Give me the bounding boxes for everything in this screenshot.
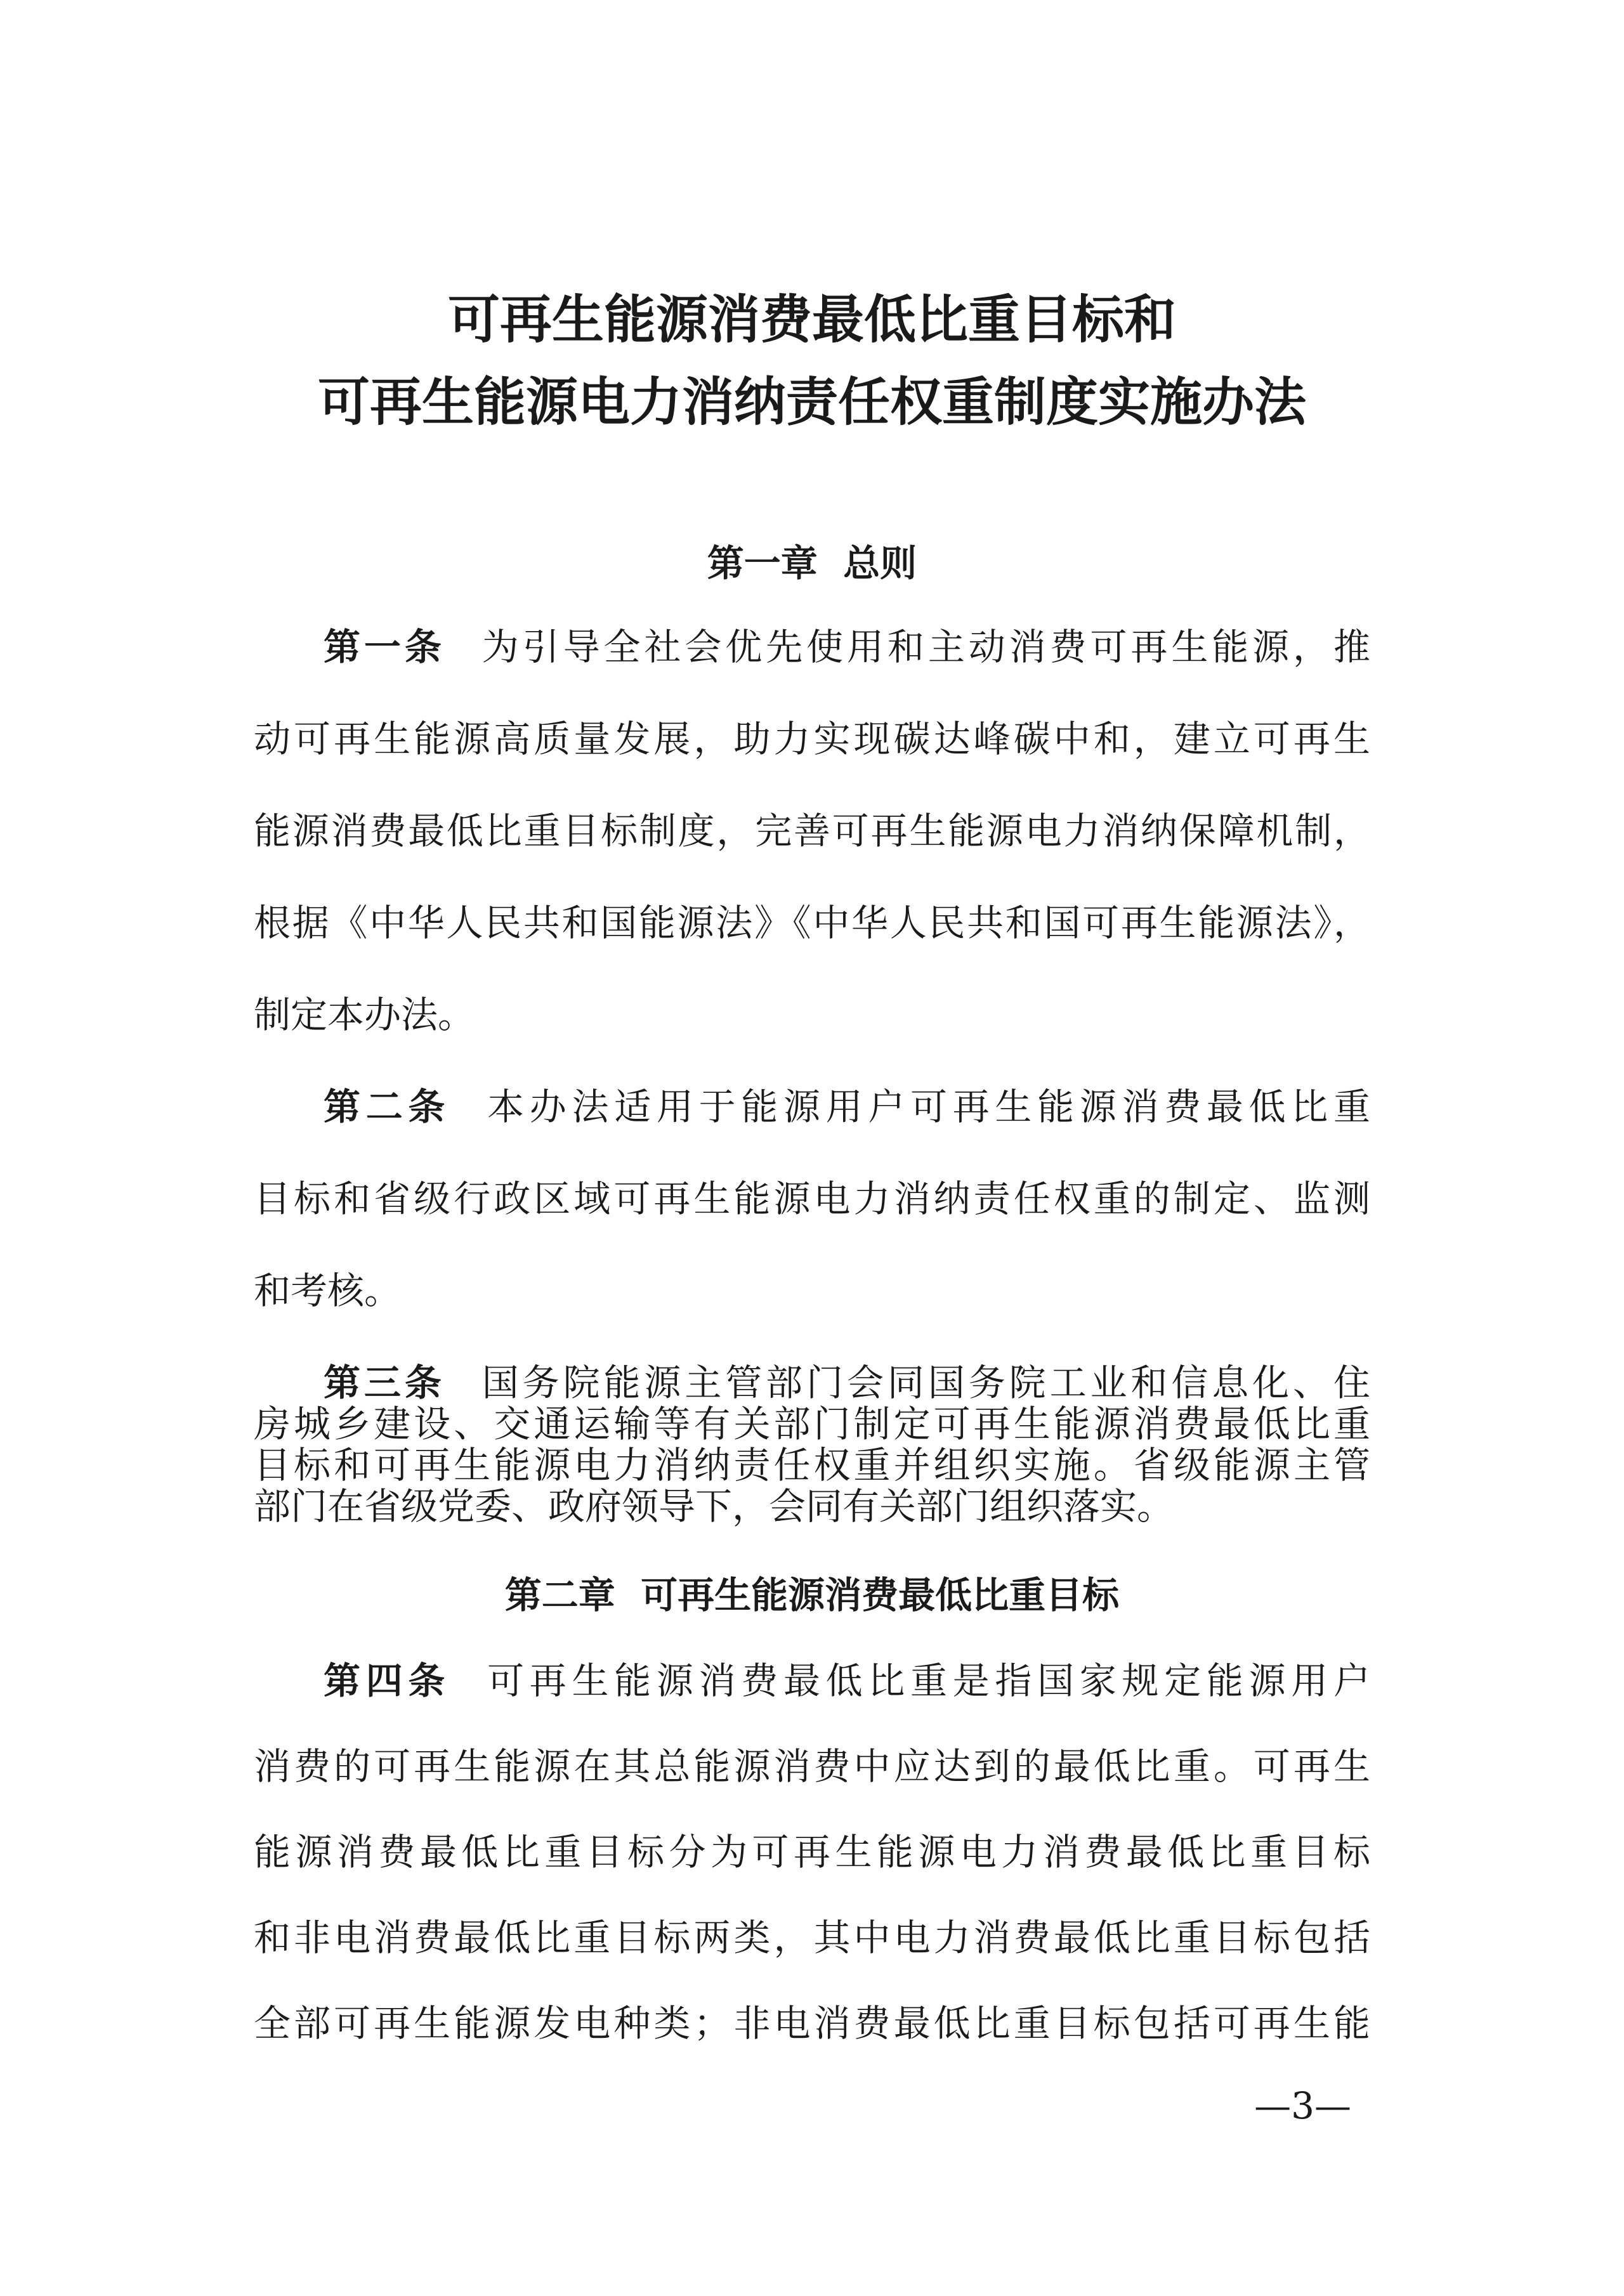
article-text: 和考核。 xyxy=(254,1269,402,1312)
chapter-heading: 第二章 可再生能源消费最低比重目标 xyxy=(504,1574,1120,1617)
article-text: 为引导全社会优先使用和主动消费可再生能源，推 xyxy=(481,625,1370,669)
article-text: 动可再生能源高质量发展，助力实现碳达峰碳中和，建立可再生 xyxy=(254,717,1370,760)
document-title-line-1: 可再生能源消费最低比重目标和 xyxy=(447,290,1176,350)
article-label: 第二条 xyxy=(324,1085,451,1128)
article-text: 部门在省级党委、政府领导下，会同有关部门组织落实。 xyxy=(254,1485,1174,1528)
page-number: —3— xyxy=(1254,2084,1351,2127)
article-text: 可再生能源消费最低比重是指国家规定能源用户 xyxy=(487,1659,1370,1702)
document-title-line-2: 可再生能源电力消纳责任权重制度实施办法 xyxy=(317,372,1306,433)
article-text: 制定本办法。 xyxy=(254,993,475,1036)
article-text: 能源消费最低比重目标分为可再生能源电力消费最低比重目标 xyxy=(254,1830,1370,1874)
article-label: 第一条 xyxy=(324,625,445,669)
article-text: 和非电消费最低比重目标两类，其中电力消费最低比重目标包括 xyxy=(254,1916,1370,1959)
article-text: 目标和可再生能源电力消纳责任权重并组织实施。省级能源主管 xyxy=(254,1444,1370,1487)
article-text: 国务院能源主管部门会同国务院工业和信息化、住 xyxy=(481,1361,1370,1404)
article-label: 第三条 xyxy=(324,1361,445,1404)
article-text: 能源消费最低比重目标制度，完善可再生能源电力消纳保障机制， xyxy=(254,809,1370,852)
article-paragraph-line xyxy=(324,1081,1370,1132)
article-text: 消费的可再生能源在其总能源消费中应达到的最低比重。可再生 xyxy=(254,1745,1370,1788)
article-text: 本办法适用于能源用户可再生能源消费最低比重 xyxy=(487,1085,1370,1128)
article-text: 根据《中华人民共和国能源法》《中华人民共和国可再生能源法》， xyxy=(254,901,1370,944)
article-text: 房城乡建设、交通运输等有关部门制定可再生能源消费最低比重 xyxy=(254,1402,1370,1445)
article-label: 第四条 xyxy=(324,1659,451,1702)
article-text: 目标和省级行政区域可再生能源电力消纳责任权重的制定、监测 xyxy=(254,1177,1370,1220)
article-paragraph-line xyxy=(324,622,1370,672)
article-text: 全部可再生能源发电种类；非电消费最低比重目标包括可再生能 xyxy=(254,2002,1370,2045)
chapter-heading: 第一章 总则 xyxy=(707,542,917,585)
article-paragraph-line xyxy=(324,1655,1370,1706)
